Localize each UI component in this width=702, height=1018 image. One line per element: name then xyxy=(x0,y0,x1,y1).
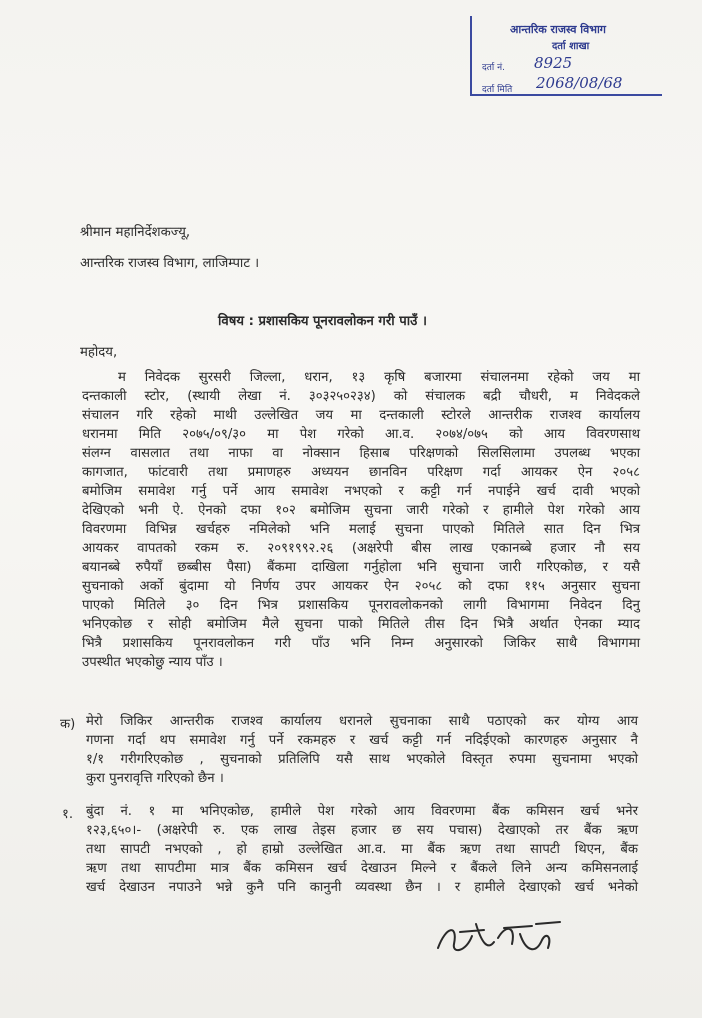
body-line: विवरणमा विभिन्न खर्चहरु नमिलेको भनि मलाई सुचना पाएको मितिले सात दिन भित्र xyxy=(82,522,640,537)
body-line: भित्रै प्रशासकिय पूनरावलोकन गरी पाँउ भनि निम्न अनुसारको जिकिर साथै विभागमा xyxy=(82,636,640,651)
stamp-reg-no-label: दर्ता नं. xyxy=(482,63,505,73)
body-line: संचालन गरि रहेको माथी उल्लेखित जय मा दन्तकाली स्टोरले आन्तरीक राजश्व कार्यालय xyxy=(82,408,640,423)
signature-stroke xyxy=(438,922,560,950)
point-ka-line: १/१ गरीगरिएकोछ , सुचनाको प्रतिलिपि यसै साथ भएकोले विस्तृत रुपमा सुचनामा भएको xyxy=(86,752,638,767)
addressee-line-1: श्रीमान महानिर्देशकज्यू, xyxy=(80,225,191,240)
body-line: सुचनाको अर्को बुंदामा यो निर्णय उपर आयकर ऐन २०५८ को दफा ११५ अनुसार सुचना xyxy=(82,579,640,594)
point-1-paragraph xyxy=(86,802,638,897)
body-line: उपस्थीत भएकोछु न्याय पाँउ । xyxy=(82,655,223,670)
point-1-line: तथा सापटी नभएको , हो हाम्रो उल्लेखित आ.व. मा बैंक ऋण तथा सापटी थिएन, बैंक xyxy=(86,842,638,857)
body-paragraph xyxy=(82,368,640,672)
point-1-line: खर्च देखाउन नपाउने भन्ने कुनै पनि कानुनी व्यवस्था छैन । र हामीले देखाएको खर्च भनेको xyxy=(86,880,638,895)
stamp-section: दर्ता शाखा xyxy=(552,41,590,52)
point-ka-line: मेरो जिकिर आन्तरीक राजश्व कार्यालय धरानले सुचनाका साथै पठाएको कर योग्य आय xyxy=(86,714,638,729)
registration-stamp xyxy=(470,16,662,96)
point-ka-line: गणना गर्दा थप समावेश गर्नु पर्ने रकमहरु र खर्च कट्टी गर्न नदिईएको कारणहरु अनुसार नै xyxy=(86,733,638,748)
stamp-office: आन्तरिक राजस्व विभाग xyxy=(510,23,606,36)
body-line: म निवेदक सुरसरी जिल्ला, धरान, १३ कृषि बजारमा संचालनमा रहेको जय मा xyxy=(118,370,640,385)
body-line: देखिएको भनी ऐ. ऐनको दफा १०२ बमोजिम सुचना जारी गरेको र हामीले पेश गरेको आय xyxy=(82,503,640,518)
body-line: धरानमा मिति २०७५/०९/३० मा पेश गरेको आ.व. २०७४/०७५ को आय विवरणसाथ xyxy=(82,427,640,442)
body-line: कागजात, फांटवारी तथा प्रमाणहरु अध्ययन छानविन परिक्षण गर्दा आयकर ऐन २०५८ xyxy=(82,465,640,480)
stamp-reg-no-value: 8925 xyxy=(534,54,573,72)
body-line: बमोजिम समावेश गर्नु पर्ने आय समावेश नभएको र कट्टी गर्न नपाईने खर्च दावी भएको xyxy=(82,484,640,499)
body-line: दन्तकाली स्टोर, (स्थायी लेखा नं. ३०३२५०२३४) को संचालक बद्री चौधरी, म निवेदकले xyxy=(82,389,640,404)
body-line: संलग्न वासलात तथा नाफा वा नोक्सान हिसाब परिक्षणको सिलसिलामा उपलब्ध भएका xyxy=(82,446,640,461)
point-ka-marker: क) xyxy=(60,717,76,732)
point-1-line: ऋण तथा सापटीमा मात्र बैंक कमिसन खर्च देखाउन मिल्ने र बैंकले लिने अन्य कमिसनलाई xyxy=(86,861,638,876)
body-line: भनिएकोछ र सोही बमोजिम मैले सुचना पाको मितिले तीस दिन भित्रै अर्थात ऐनका म्याद xyxy=(82,617,640,632)
body-line: बयानब्बे रुपैयाँ छब्बीस पैसा) बैंकमा दाखिला गर्नुहोला भनि सुचाना जारी गरिएकोछ, र यसै xyxy=(82,560,640,575)
point-ka-line: कुरा पुनरावृत्ति गरिएको छैन । xyxy=(86,771,224,786)
salutation: महोदय, xyxy=(80,345,118,360)
subject-line: विषय : प्रशासकिय पूनरावलोकन गरी पाउँ । xyxy=(218,314,427,329)
point-1-marker: १. xyxy=(62,807,74,822)
signature xyxy=(432,914,572,964)
body-line: आयकर वापतको रकम रु. २०९१९९२.२६ (अक्षरेपी बीस लाख एकानब्बे हजार नौ सय xyxy=(82,541,640,556)
addressee-line-2: आन्तरिक राजस्व विभाग, लाजिम्पाट । xyxy=(80,256,260,271)
stamp-reg-date-value: 2068/08/68 xyxy=(536,74,623,92)
point-1-line: १२३,६५०।- (अक्षरेपी रु. एक लाख तेइस हजार छ सय पचास) देखाएको तर बैंक ऋण xyxy=(86,823,638,838)
stamp-reg-date-label: दर्ता मिति xyxy=(482,85,513,95)
body-line: पाएको मितिले ३० दिन भित्र प्रशासकिय पूनरावलोकनको लागी विभागमा निवेदन दिनु xyxy=(82,598,640,613)
point-1-line: बुंदा नं. १ मा भनिएकोछ, हामीले पेश गरेको आय विवरणमा बैंक कमिसन खर्च भनेर xyxy=(86,804,638,819)
point-ka-paragraph xyxy=(86,712,638,788)
